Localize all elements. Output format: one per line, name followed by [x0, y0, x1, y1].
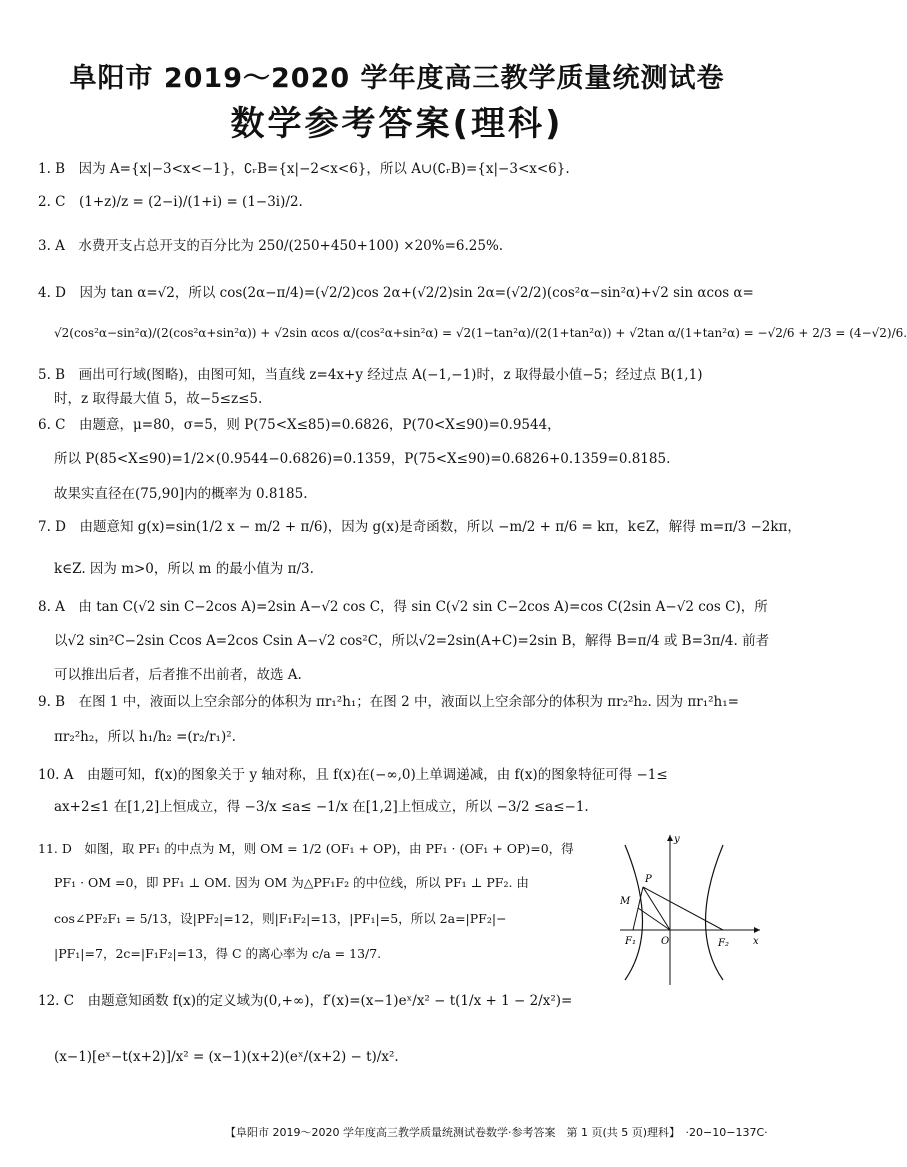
origin-label: O: [661, 936, 670, 947]
answer-line: 11. D 如图，取 PF₁ 的中点为 M，则 OM = 1/2 (OF₁ + OP)，由 PF₁ · (OF₁ + OP)=0，得: [38, 841, 574, 856]
x-axis-arrow-icon: [754, 927, 760, 933]
page-subtitle: 数学参考答案(理科): [230, 104, 564, 144]
hyperbola-left-branch: [625, 845, 643, 980]
answer-line: 12. C 由题意知函数 f(x)的定义域为(0,+∞)，f′(x)=(x−1)eˣ/x² − t(1/x + 1 − 2/x²)=: [38, 993, 573, 1009]
hyperbola-right-branch: [706, 845, 724, 980]
page-title: 阜阳市 2019～2020 学年度高三教学质量统测试卷: [69, 63, 725, 94]
segment-pf2: [643, 887, 723, 930]
answer-line: 1. B 因为 A={x|−3<x<−1}，∁ᵣB={x|−2<x<6}，所以 A∪(∁ᵣB)={x|−3<x<6}.: [38, 161, 570, 177]
y-axis-arrow-icon: [667, 835, 673, 841]
point-f2-label: F₂: [718, 938, 729, 949]
answer-line: 时，z 取得最大值 5，故−5≤z≤5.: [54, 391, 263, 407]
x-label: x: [753, 936, 759, 947]
point-m-label: M: [620, 896, 631, 907]
answer-line: 3. A 水费开支占总开支的百分比为 250/(250+450+100) ×20%=6.25%.: [38, 238, 504, 254]
answer-line: 所以 P(85<X≤90)=1/2×(0.9544−0.6826)=0.1359，P(75<X≤90)=0.6826+0.1359=0.8185.: [54, 451, 671, 467]
point-f1-label: F₁: [625, 936, 636, 947]
point-p-label: P: [645, 874, 652, 885]
answer-line: ax+2≤1 在[1,2]上恒成立，得 −3/x ≤a≤ −1/x 在[1,2]上恒成立，所以 −3/2 ≤a≤−1.: [54, 799, 589, 815]
hyperbola-figure: [615, 830, 765, 988]
answer-line: cos∠PF₂F₁ = 5/13，设|PF₂|=12，则|F₁F₂|=13，|PF₁|=5，所以 2a=|PF₂|−: [54, 911, 507, 926]
y-label: y: [674, 834, 680, 845]
answer-line: 以√2 sin²C−2sin Ccos A=2cos Csin A−√2 cos²C，所以√2=2sin(A+C)=2sin B，解得 B=π/4 或 B=3π/4. 前者: [54, 633, 770, 649]
answer-line: 7. D 由题意知 g(x)=sin(1/2 x − m/2 + π/6)，因为 g(x)是奇函数，所以 −m/2 + π/6 = kπ，k∈Z，解得 m=π/3 −2kπ，: [38, 519, 801, 535]
page-footer: 【阜阳市 2019～2020 学年度高三教学质量统测试卷数学·参考答案 第 1 页(共 5 页)理科】 ·20−10−137C·: [225, 1126, 768, 1139]
answer-line: 故果实直径在(75,90]内的概率为 0.8185.: [54, 486, 308, 502]
answer-line: |PF₁|=7，2c=|F₁F₂|=13，得 C 的离心率为 c/a = 13/7.: [54, 946, 382, 961]
answer-line: 9. B 在图 1 中，液面以上空余部分的体积为 πr₁²h₁；在图 2 中，液面以上空余部分的体积为 πr₂²h₂. 因为 πr₁²h₁=: [38, 694, 739, 710]
answer-line: 8. A 由 tan C(√2 sin C−2cos A)=2sin A−√2 cos C，得 sin C(√2 sin C−2cos A)=cos C(2sin A−√2 cos C)，所: [38, 599, 768, 615]
answer-line: 可以推出后者，后者推不出前者，故选 A.: [54, 667, 302, 683]
answer-line: √2(cos²α−sin²α)/(2(cos²α+sin²α)) + √2sin αcos α/(cos²α+sin²α) = √2(1−tan²α)/(2(1+tan²α)) + √2tan α/(1+tan²α) = −√2/6 + 2/3 = (4−√2)/6.: [54, 326, 907, 340]
answer-line: 4. D 因为 tan α=√2，所以 cos(2α−π/4)=(√2/2)cos 2α+(√2/2)sin 2α=(√2/2)(cos²α−sin²α)+√2 sin αcos α=: [38, 285, 754, 301]
segment-po: [643, 887, 670, 930]
answer-line: k∈Z. 因为 m>0，所以 m 的最小值为 π/3.: [54, 561, 314, 577]
answer-line: 2. C (1+z)/z = (2−i)/(1+i) = (1−3i)/2.: [38, 194, 303, 210]
answer-line: (x−1)[eˣ−t(x+2)]/x² = (x−1)(x+2)(eˣ/(x+2) − t)/x².: [54, 1049, 399, 1065]
answer-line: 6. C 由题意，μ=80，σ=5，则 P(75<X≤85)=0.6826，P(70<X≤90)=0.9544，: [38, 417, 561, 433]
answer-line: PF₁ · OM =0，即 PF₁ ⊥ OM. 因为 OM 为△PF₁F₂ 的中位线，所以 PF₁ ⊥ PF₂. 由: [54, 875, 529, 890]
answer-line: πr₂²h₂，所以 h₁/h₂ =(r₂/r₁)².: [54, 729, 236, 745]
answer-line: 10. A 由题可知，f(x)的图象关于 y 轴对称，且 f(x)在(−∞,0)上单调递减，由 f(x)的图象特征可得 −1≤: [38, 767, 668, 783]
answer-line: 5. B 画出可行域(图略)，由图可知，当直线 z=4x+y 经过点 A(−1,−1)时，z 取得最小值−5；经过点 B(1,1): [38, 367, 703, 383]
